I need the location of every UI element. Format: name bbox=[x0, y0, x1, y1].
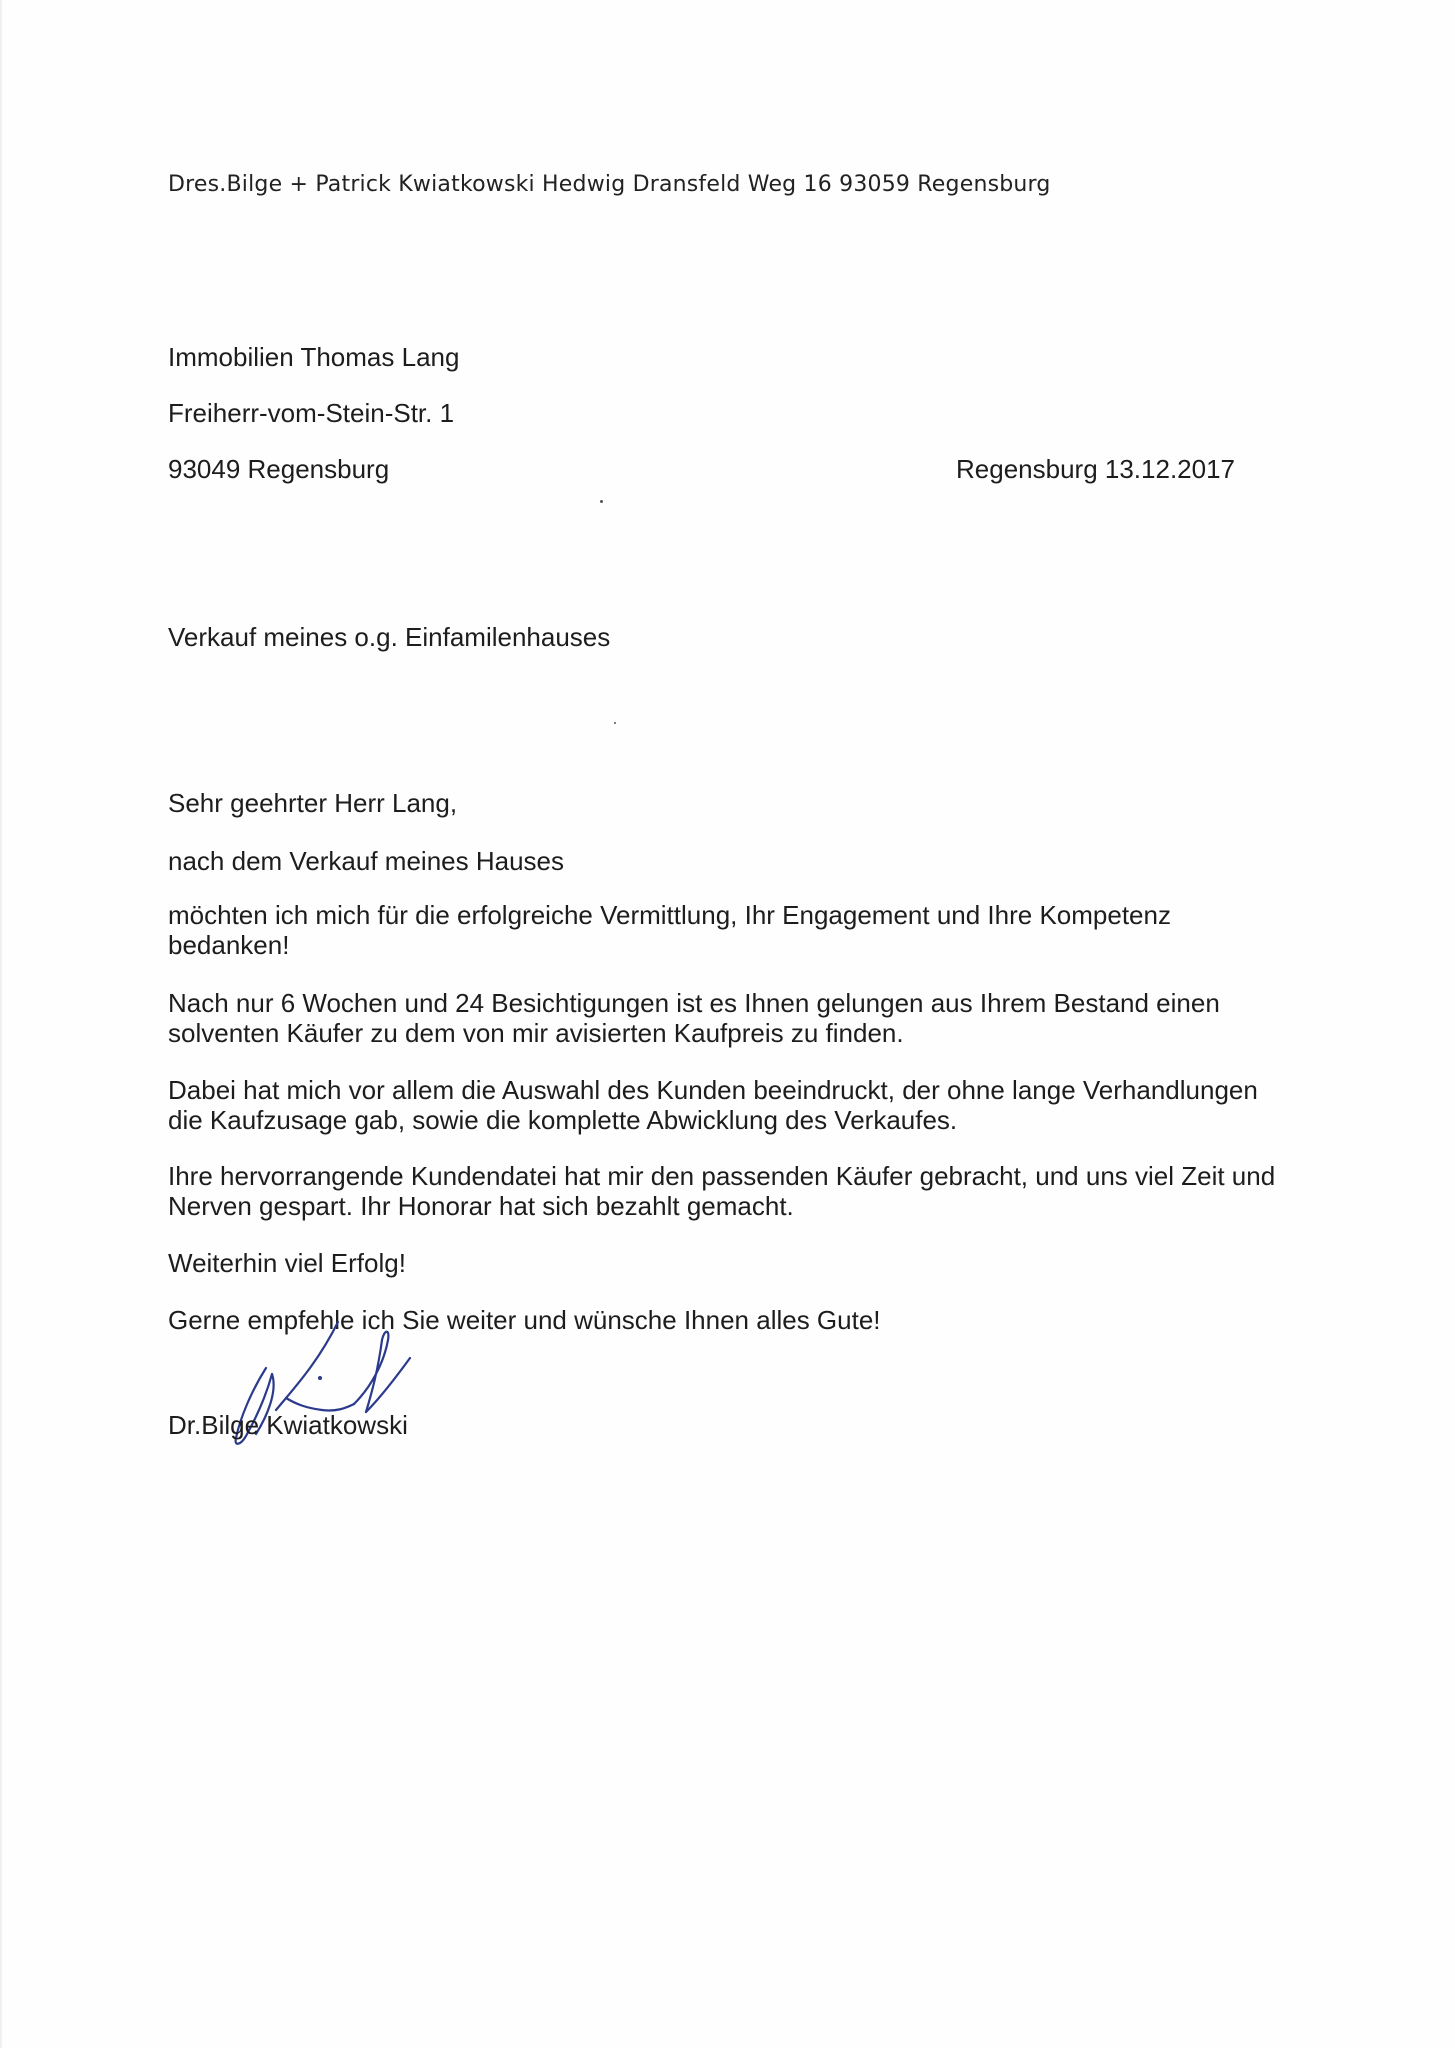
scan-speck bbox=[600, 500, 603, 503]
signer-name: Dr.Bilge Kwiatkowski bbox=[168, 1410, 408, 1440]
scan-speck bbox=[614, 722, 616, 724]
salutation: Sehr geehrter Herr Lang, bbox=[168, 788, 458, 818]
body-paragraph-3: Nach nur 6 Wochen und 24 Besichtigungen ist es Ihnen gelungen aus Ihrem Bestand einen solventen Käufer zu dem von mir avisierten Kaufpreis zu finden. bbox=[168, 988, 1220, 1048]
recipient-city: 93049 Regensburg bbox=[168, 454, 390, 484]
recipient-street: Freiherr-vom-Stein-Str. 1 bbox=[168, 398, 455, 428]
sender-address-line: Dres.Bilge + Patrick Kwiatkowski Hedwig Dransfeld Weg 16 93059 Regensburg bbox=[168, 172, 1051, 197]
body-paragraph-6: Weiterhin viel Erfolg! bbox=[168, 1248, 406, 1278]
body-paragraph-7: Gerne empfehle ich Sie weiter und wünsche Ihnen alles Gute! bbox=[168, 1305, 881, 1335]
subject-line: Verkauf meines o.g. Einfamilenhauses bbox=[168, 622, 611, 652]
recipient-company: Immobilien Thomas Lang bbox=[168, 342, 460, 372]
signature-dot bbox=[318, 1376, 322, 1380]
body-paragraph-1: nach dem Verkauf meines Hauses bbox=[168, 846, 564, 876]
body-paragraph-2: möchten ich mich für die erfolgreiche Vermittlung, Ihr Engagement und Ihre Kompetenz bedanken! bbox=[168, 900, 1171, 960]
body-paragraph-5: Ihre hervorrangende Kundendatei hat mir den passenden Käufer gebracht, und uns viel Zeit und Nerven gespart. Ihr Honorar hat sich bezahlt gemacht. bbox=[168, 1161, 1276, 1221]
date-line: Regensburg 13.12.2017 bbox=[956, 454, 1236, 484]
scan-edge-left bbox=[0, 0, 2, 2048]
body-paragraph-4: Dabei hat mich vor allem die Auswahl des Kunden beeindruckt, der ohne lange Verhandlungen die Kaufzusage gab, sowie die komplette Abwicklung des Verkaufes. bbox=[168, 1075, 1258, 1135]
